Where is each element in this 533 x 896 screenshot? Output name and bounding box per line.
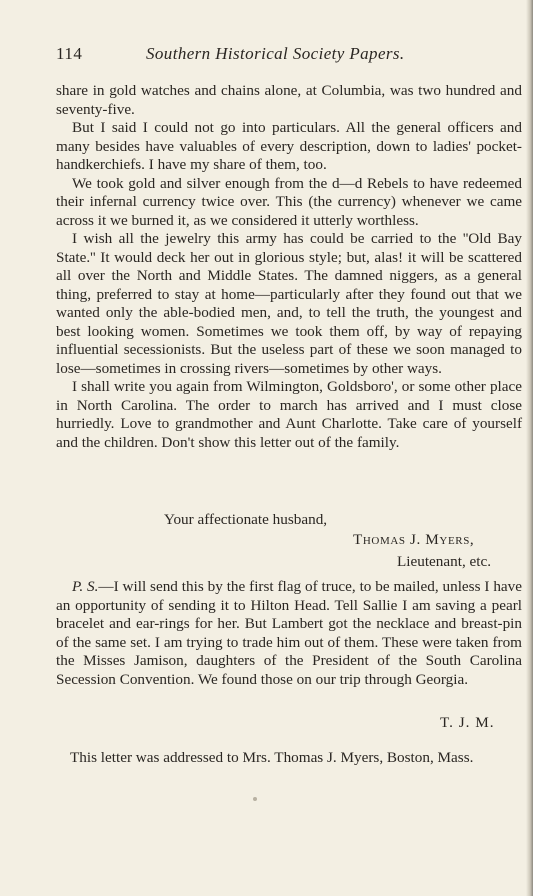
paragraph: share in gold watches and chains alone, at Columbia, was two hundred and seventy-five. bbox=[56, 82, 522, 118]
letter-body bbox=[56, 82, 522, 452]
signature-rank: Lieutenant, etc. bbox=[397, 553, 492, 570]
signature: Thomas J. Myers, bbox=[353, 531, 475, 548]
paper-speck bbox=[253, 797, 257, 801]
postscript bbox=[56, 578, 522, 689]
postscript-initials: T. J. M. bbox=[440, 714, 495, 731]
salutation: Your affectionate husband, bbox=[164, 511, 328, 528]
paragraph: I wish all the jewelry this army has could be carried to the ''Old Bay State.'' It would deck her out in glorious style; but, alas! it will be scattered all over the North and Middle States. The damned niggers, as a general thing, preferred to stay at home—particularly after they found out that we wanted only the able-bodied men, and, to tell the truth, the youngest and best looking women. Sometimes we took them off, by way of repaying influential secessionists. But the useless part of these we soon managed to lose—sometimes in crossing rivers—sometimes by other ways. bbox=[56, 230, 522, 377]
paragraph: We took gold and silver enough from the d—d Rebels to have redeemed their infernal currency twice over. This (the currency) whenever we came across it we burned it, as we considered it utterly worthless. bbox=[56, 174, 522, 229]
paragraph: But I said I could not go into particulars. All the general officers and many besides have valuables of every description, down to ladies' pocket-handkerchiefs. I have my share of them, too. bbox=[56, 119, 522, 173]
paragraph: I shall write you again from Wilmington, Goldsboro', or some other place in North Carolina. The order to march has arrived and I must close hurriedly. Love to grandmother and Aunt Charlotte. Take care of yourself and the children. Don't show this letter out of the family. bbox=[56, 378, 522, 451]
page-header bbox=[56, 44, 521, 68]
page-edge-shadow bbox=[526, 0, 533, 896]
running-head: Southern Historical Society Papers. bbox=[146, 44, 405, 63]
editorial-note: This letter was addressed to Mrs. Thomas J. Myers, Boston, Mass. bbox=[70, 749, 474, 766]
postscript-label: P. S. bbox=[72, 578, 99, 595]
page-number: 114 bbox=[56, 44, 83, 63]
postscript-text: —I will send this by the first flag of truce, to be mailed, unless I have an opportunity of sending it to Hilton Head. Tell Sallie I am saving a pearl bracelet and ear-rings for her. But Lambert got the necklace and breast-pin of the same set. I am trying to trade him out of them. These were taken from the Misses Jamison, daughters of the President of the South Carolina Secession Convention. We found those on our trip through Georgia. bbox=[56, 578, 522, 688]
